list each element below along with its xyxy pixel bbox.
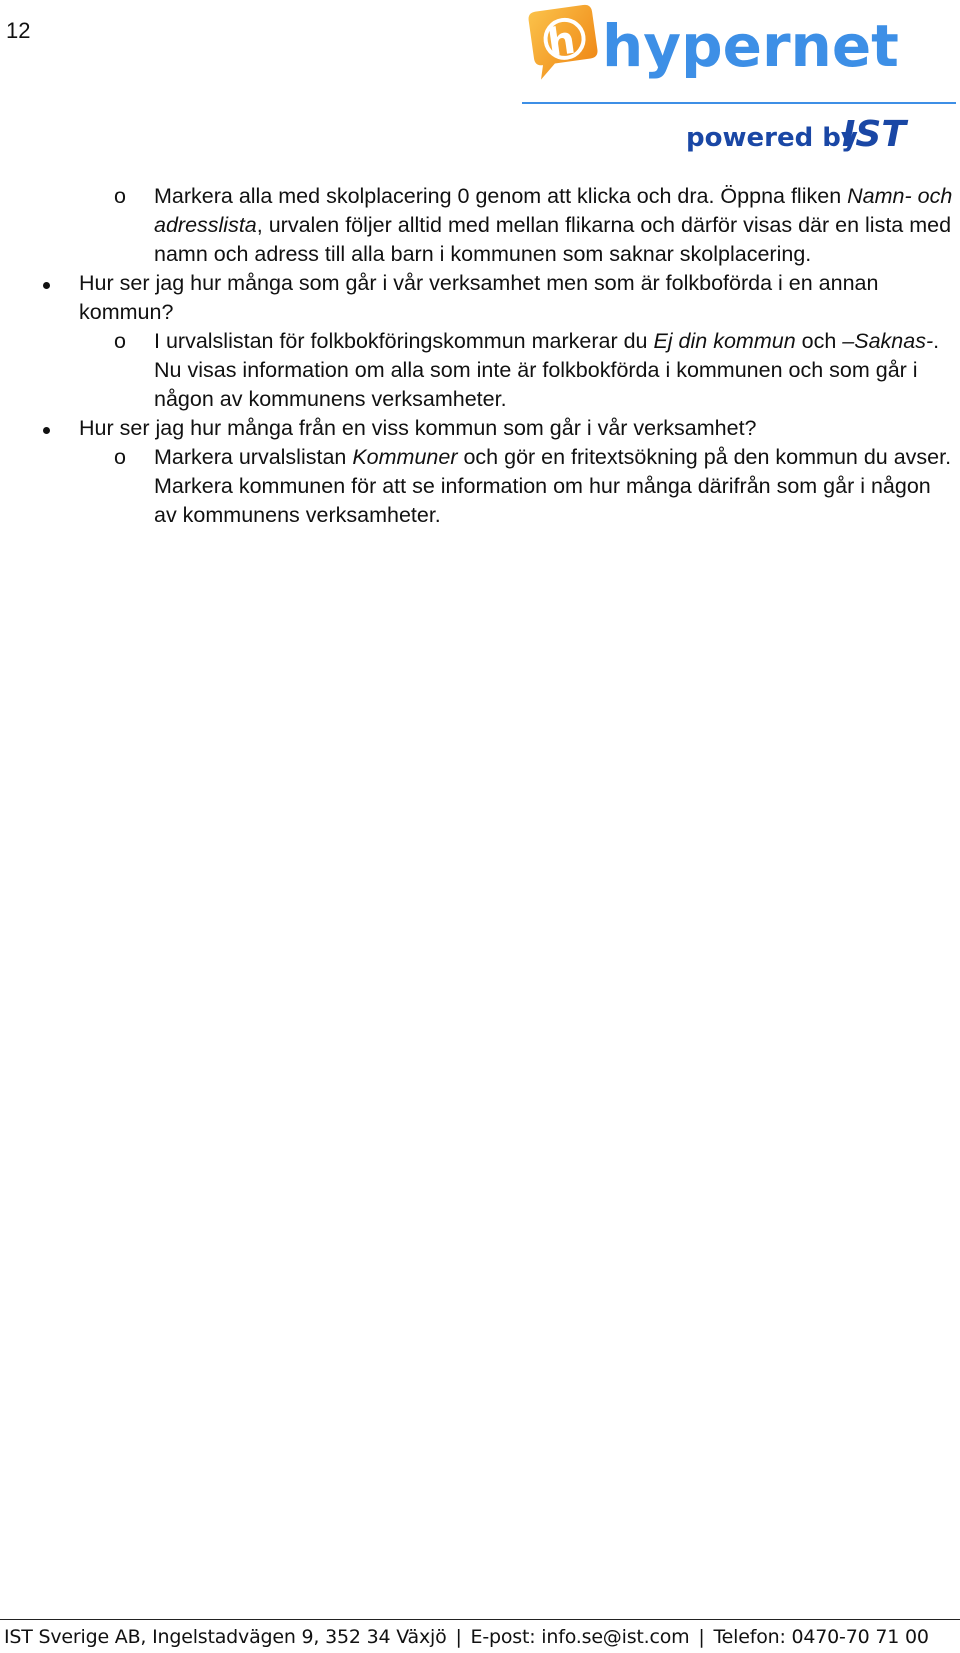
footer-company: IST Sverige AB, Ingelstadvägen 9, 352 34 Växjö [4,1626,447,1648]
paragraph: Markera alla med skolplacering 0 genom att klicka och dra. Öppna fliken Namn- och adresslista, urvalen följer alltid med mellan flikarna och därför visas där en lista med namn och adress till alla barn i kommunen som saknar skolplacering. [154,184,953,266]
speech-bubble-h-icon [528,4,601,80]
document-body [0,182,960,530]
list-item [0,443,960,530]
list-item [0,269,960,327]
powered-by-text: powered by [686,123,858,153]
answer: Markera urvalslistan Kommuner och gör en fritextsökning på den kommun du avser. Markera kommunen för att se information om hur många därifrån som går i någon av kommunens verksamheter. [154,445,952,527]
footer [4,1625,960,1649]
list-item [0,414,960,443]
footer-separator: | [698,1626,705,1648]
footer-email: E-post: info.se@ist.com [470,1626,690,1648]
answer: I urvalslistan för folkbokföringskommun markerar du Ej din kommun och –Saknas-. Nu visas information om alla som inte är folkbokförda i kommunen och som går i någon av kommunens verksamheter. [154,329,940,411]
hypernet-logo [522,4,958,154]
sub-bullet-icon: o [114,329,126,353]
page-number: 12 [6,18,31,43]
footer-phone: Telefon: 0470-70 71 00 [713,1626,929,1648]
sub-bullet-icon: o [114,184,126,208]
bullet-icon [43,427,50,434]
sub-bullet-icon: o [114,445,126,469]
brand-text: hypernet [602,12,899,80]
bullet-icon [43,282,50,289]
svg-text:h: h [544,17,578,66]
question: Hur ser jag hur många från en viss kommun som går i vår verksamhet? [79,416,757,440]
question: Hur ser jag hur många som går i vår verksamhet men som är folkboförda i en annan kommun? [79,271,879,324]
list-item [0,182,960,269]
footer-divider [0,1619,960,1620]
list-item [0,327,960,414]
ist-text: IST [842,114,906,154]
footer-separator: | [455,1626,462,1648]
